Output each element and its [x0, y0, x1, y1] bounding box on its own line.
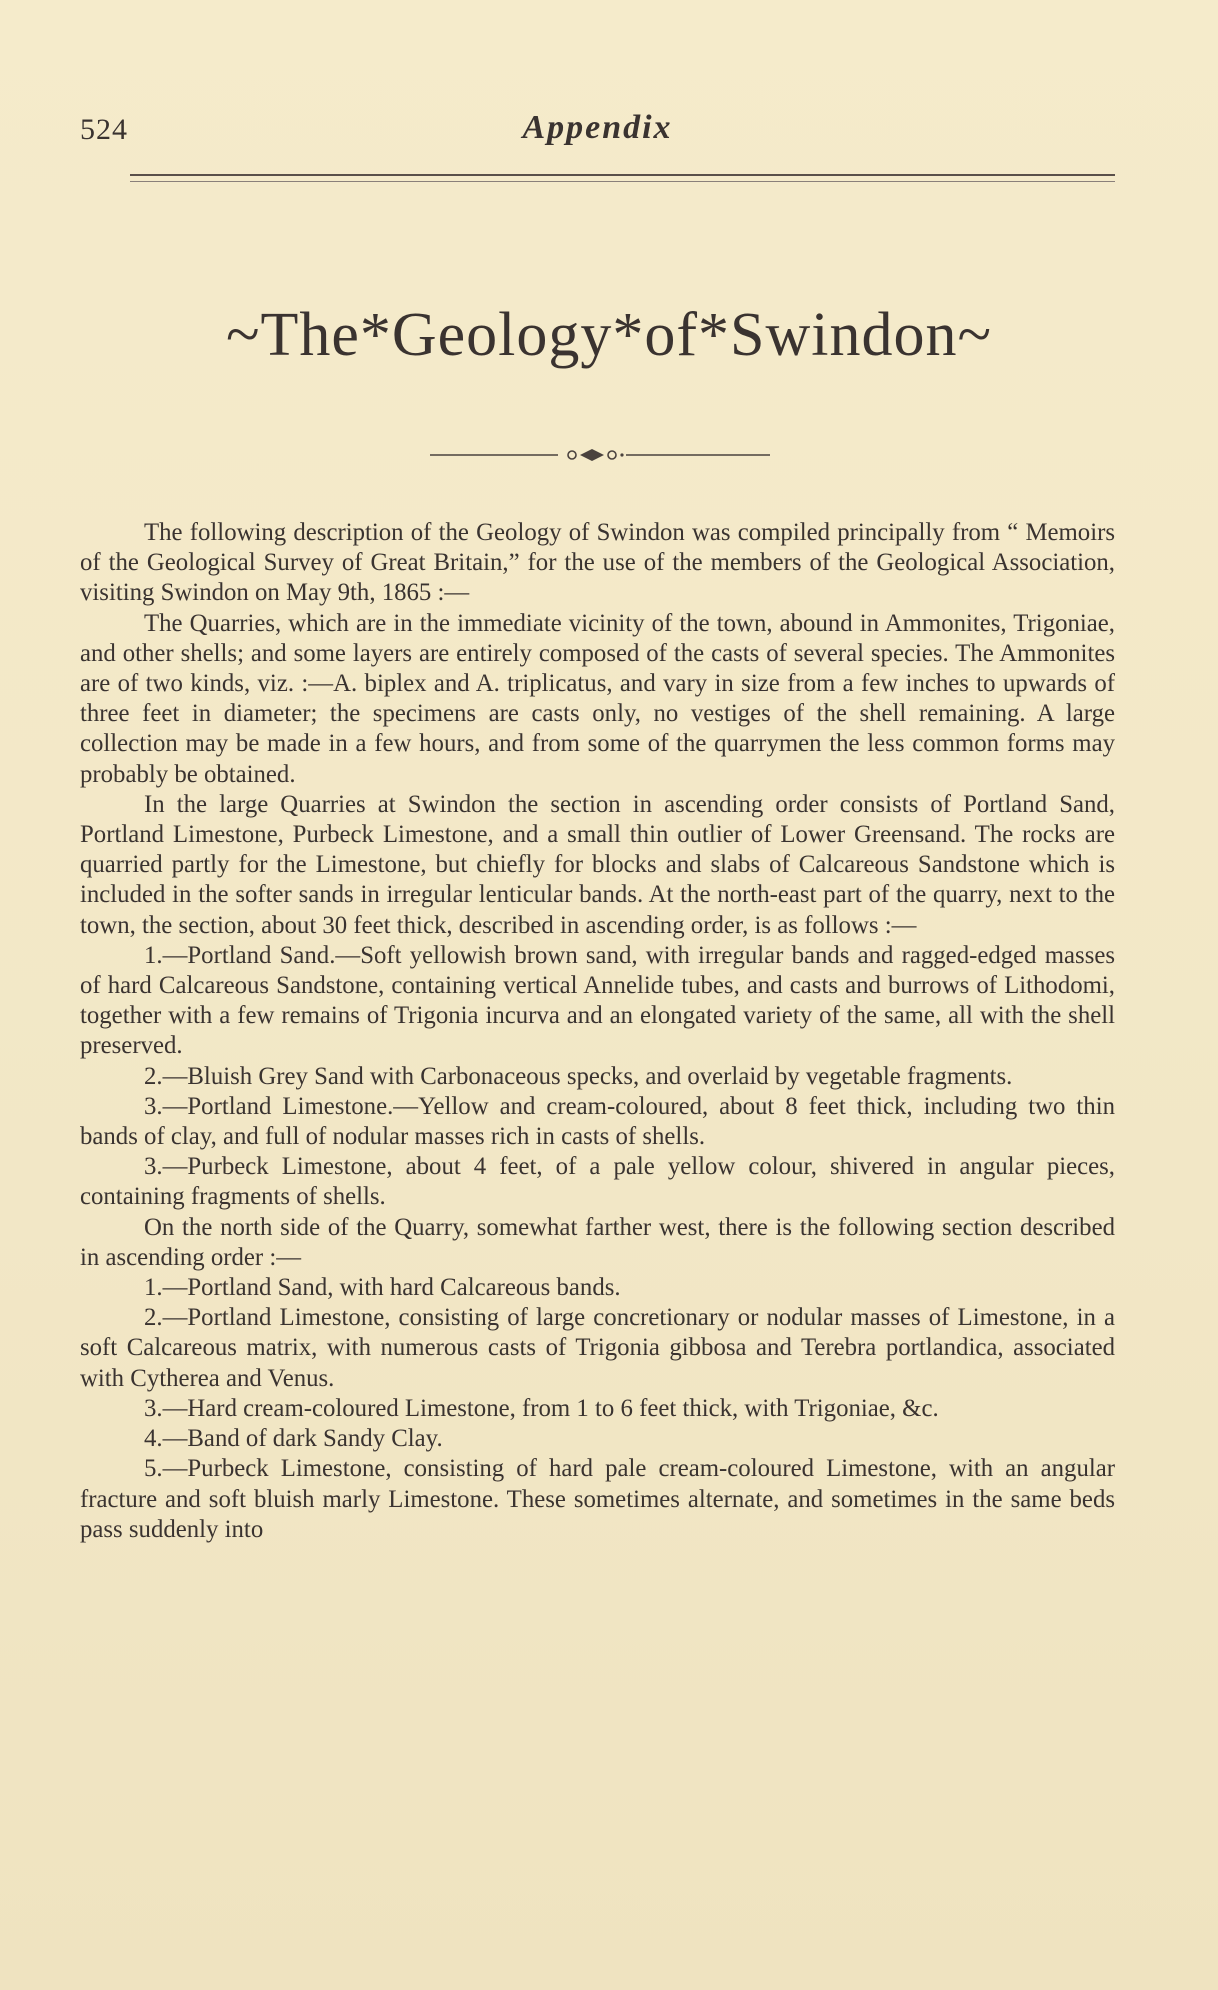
section-item: 2.—Bluish Grey Sand with Carbonaceous specks, and overlaid by vegetable fragments.: [144, 1062, 1013, 1090]
page-number: 524: [80, 113, 128, 146]
page-header: [80, 105, 1115, 155]
section-item: 3.—Hard cream-coloured Limestone, from 1 to 6 feet thick, with Trigoniae, &c.: [144, 1394, 939, 1422]
chapter-title: ~The*Geology*of*Swindon~: [225, 301, 993, 369]
section-item: 3.—Purbeck Limestone, about 4 feet, of a pale yellow colour, shivered in angular pieces, containing fragments of shells.: [80, 1153, 1115, 1211]
running-head: Appendix: [522, 109, 673, 146]
ornament-divider-icon: [430, 446, 770, 464]
paragraph-quarries: The Quarries, which are in the immediate vicinity of the town, abound in Ammonites, Trigoniae, and other shells; and some layers are entirely composed of the casts of several species. The Ammonites are of two kinds, viz. :—A. biplex and A. triplicatus, and vary in size from a few inches to upwards of three feet in diameter; the specimens are casts only, no vestiges of the shell remaining. A large collection may be made in a few hours, and from some of the quarrymen the less common forms may probably be obtained.: [80, 609, 1115, 788]
section-item: 4.—Band of dark Sandy Clay.: [144, 1425, 443, 1453]
paragraph-large-quarries: In the large Quarries at Swindon the section in ascending order consists of Portland Sand, Portland Limestone, Purbeck Limestone, and a small thin outlier of Lower Greensand. The rocks are quarried partly for the Limestone, but chiefly for blocks and slabs of Calcareous Sandstone which is included in the softer sands in irregular lenticular bands. At the north-east part of the quarry, next to the town, the section, about 30 feet thick, described in ascending order, is as follows :—: [80, 790, 1115, 939]
section-item: 5.—Purbeck Limestone, consisting of hard pale cream-coloured Limestone, with an angular fracture and soft bluish marly Limestone. These sometimes alternate, and sometimes in the same beds pass suddenly into: [80, 1455, 1115, 1543]
section-item: 3.—Portland Limestone.—Yellow and cream-coloured, about 8 feet thick, including two thin bands of clay, and full of nodular masses rich in casts of shells.: [80, 1092, 1115, 1151]
section-item: 2.—Portland Limestone, consisting of large concretionary or nodular masses of Limestone, in a soft Calcareous matrix, with numerous casts of Trigonia gibbosa and Terebra portlandica, associated with Cytherea and Venus.: [80, 1304, 1115, 1392]
paragraph-intro: The following description of the Geology of Swindon was compiled principally from “ Memoirs of the Geological Survey of Great Britain,” for the use of the members of the Geological Association, visiting Swindon on May 9th, 1865 :—: [80, 519, 1115, 607]
body-text: [80, 518, 1115, 1545]
section-item: 1.—Portland Sand, with hard Calcareous bands.: [144, 1274, 621, 1302]
header-rule: [130, 174, 1115, 182]
section-item: 1.—Portland Sand.—Soft yellowish brown sand, with irregular bands and ragged-edged masses of hard Calcareous Sandstone, containing vertical Annelide tubes, and casts and burrows of Lithodomi, together with a few remains of Trigonia incurva and an elongated variety of the same, all with the shell preserved.: [80, 941, 1115, 1060]
paragraph-north-side: On the north side of the Quarry, somewhat farther west, there is the following section described in ascending order :—: [80, 1213, 1115, 1271]
